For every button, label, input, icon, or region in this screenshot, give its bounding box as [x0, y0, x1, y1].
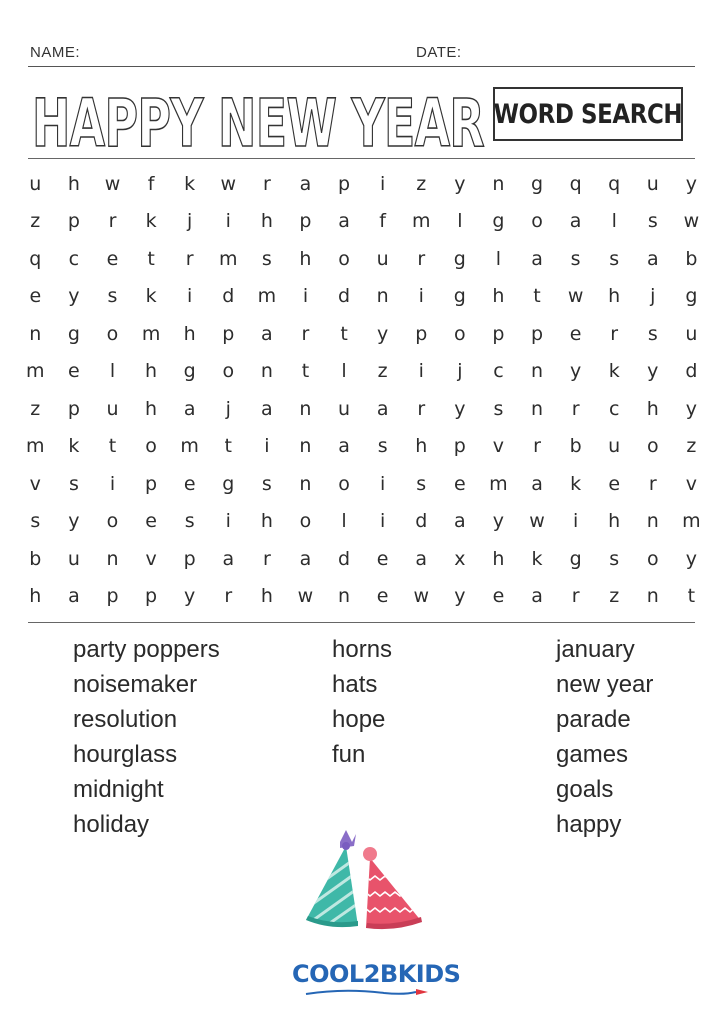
grid-letter: r [262, 547, 271, 570]
grid-letter: k [68, 435, 80, 458]
grid-letter: h [145, 397, 158, 420]
grid-letter: g [183, 360, 196, 383]
logo-pencil-swoosh-icon [304, 986, 434, 1000]
letter-grid [16, 165, 711, 615]
grid-letter: h [29, 585, 42, 608]
grid-letter: r [301, 322, 310, 345]
grid-letter: t [108, 435, 117, 458]
grid-letter: m [257, 285, 277, 308]
grid-letter: a [531, 472, 543, 495]
grid-row [16, 203, 711, 241]
word-list-item: resolution [73, 706, 178, 733]
grid-letter: s [377, 435, 388, 458]
word-list-item: parade [556, 706, 631, 733]
word-list-item: horns [332, 636, 393, 663]
grid-letter: o [338, 472, 350, 495]
grid-letter: m [26, 435, 45, 458]
grid-letter: h [67, 172, 80, 195]
grid-letter: r [417, 397, 426, 420]
grid-letter: t [224, 435, 232, 458]
grid-letter: w [297, 585, 314, 608]
grid-letter: o [106, 510, 119, 533]
grid-letter: e [376, 547, 389, 570]
grid-letter: v [29, 472, 41, 495]
grid-letter: i [187, 285, 193, 308]
grid-letter: n [530, 360, 544, 383]
page-title [28, 78, 488, 158]
grid-letter: k [184, 172, 196, 195]
grid-letter: a [646, 247, 659, 270]
grid-letter: t [687, 585, 696, 608]
grid-letter: l [495, 247, 502, 270]
grid-letter: y [68, 285, 80, 308]
grid-letter: h [299, 247, 312, 270]
grid-letter: a [222, 547, 235, 570]
grid-row [16, 353, 711, 391]
grid-letter: y [68, 510, 80, 533]
grid-letter: u [376, 247, 389, 270]
grid-letter: e [376, 585, 389, 608]
word-list-item: new year [556, 671, 654, 698]
grid-letter: p [183, 547, 196, 570]
grid-letter: a [68, 585, 80, 608]
grid-letter: e [145, 510, 157, 533]
grid-letter: y [685, 172, 698, 195]
grid-letter: i [380, 510, 386, 533]
grid-letter: b [29, 547, 42, 570]
grid-letter: l [457, 210, 463, 233]
grid-letter: p [299, 210, 312, 233]
grid-letter: w [567, 285, 584, 308]
grid-letter: k [145, 285, 157, 308]
grid-letter: g [453, 285, 466, 308]
grid-letter: a [261, 397, 273, 420]
grid-letter: r [648, 472, 657, 495]
grid-letter: n [29, 322, 42, 345]
grid-letter: i [418, 285, 424, 308]
grid-letter: m [26, 360, 45, 383]
grid-letter: n [376, 285, 389, 308]
grid-letter: z [686, 435, 697, 458]
grid-letter: h [260, 210, 273, 233]
title-rule [28, 158, 695, 159]
grid-letter: f [379, 210, 386, 233]
grid-letter: h [608, 510, 621, 533]
grid-letter: r [262, 172, 271, 195]
grid-letter: r [571, 397, 580, 420]
grid-letter: e [608, 472, 621, 495]
grid-letter: z [416, 172, 427, 195]
grid-letter: p [67, 397, 80, 420]
grid-letter: p [492, 322, 505, 345]
grid-letter: g [569, 547, 582, 570]
grid-letter: h [492, 547, 505, 570]
grid-letter: y [184, 585, 196, 608]
grid-letter: i [225, 210, 231, 233]
grid-letter: a [415, 547, 428, 570]
grid-letter: z [30, 210, 41, 233]
grid-letter: l [341, 510, 347, 533]
grid-letter: a [299, 172, 312, 195]
grid-letter: o [454, 322, 466, 345]
grid-letter: t [147, 247, 155, 270]
grid-letter: p [145, 585, 158, 608]
grid-letter: j [187, 210, 193, 233]
grid-letter: a [338, 435, 350, 458]
grid-letter: h [145, 360, 158, 383]
grid-letter: m [180, 435, 199, 458]
grid-letter: s [647, 322, 658, 345]
grid-letter: c [608, 397, 620, 420]
grid-letter: q [569, 172, 582, 195]
grid-letter: n [299, 435, 312, 458]
grid-letter: g [67, 322, 80, 345]
grid-letter: u [608, 435, 621, 458]
grid-letter: k [531, 547, 543, 570]
grid-letter: h [415, 435, 428, 458]
grid-letter: x [454, 547, 466, 570]
word-search-badge-text: WORD SEARCH [493, 98, 683, 130]
grid-letter: g [685, 285, 698, 308]
grid-letter: o [106, 322, 119, 345]
grid-letter: s [609, 547, 620, 570]
logo-text: COOL2BKIDS [292, 960, 461, 988]
grid-letter: s [30, 510, 41, 533]
grid-letter: v [685, 472, 698, 495]
grid-row [16, 278, 711, 316]
grid-letter: i [418, 360, 424, 383]
grid-letter: s [570, 247, 581, 270]
grid-letter: s [416, 472, 427, 495]
grid-letter: w [683, 210, 700, 233]
grid-letter: a [299, 547, 312, 570]
grid-letter: p [338, 172, 351, 195]
grid-letter: g [530, 172, 544, 195]
header-rule [28, 66, 695, 67]
grid-row [16, 390, 711, 428]
grid-letter: e [569, 322, 582, 345]
grid-letter: o [145, 435, 157, 458]
grid-letter: q [608, 172, 621, 195]
grid-letter: s [493, 397, 504, 420]
grid-letter: i [225, 510, 231, 533]
grid-letter: s [609, 247, 620, 270]
grid-letter: m [411, 210, 431, 233]
grid-letter: h [492, 285, 505, 308]
grid-letter: y [685, 397, 698, 420]
grid-letter: b [685, 247, 698, 270]
grid-letter: a [531, 585, 543, 608]
grid-letter: o [646, 435, 659, 458]
grid-letter: j [650, 285, 656, 308]
grid-letter: p [530, 322, 544, 345]
grid-letter: i [109, 472, 116, 495]
grid-letter: u [29, 172, 42, 195]
grid-letter: o [646, 547, 659, 570]
grid-letter: n [646, 510, 659, 533]
grid-letter: y [454, 172, 466, 195]
grid-letter: s [647, 210, 658, 233]
grid-letter: y [454, 585, 466, 608]
grid-letter: r [571, 585, 580, 608]
grid-letter: t [340, 322, 348, 345]
grid-letter: k [608, 360, 620, 383]
grid-letter: p [453, 435, 466, 458]
grid-letter: y [569, 360, 582, 383]
grid-letter: e [106, 247, 119, 270]
grid-letter: y [685, 547, 698, 570]
grid-letter: o [299, 510, 312, 533]
grid-letter: h [260, 510, 273, 533]
grid-letter: o [531, 210, 543, 233]
grid-letter: m [682, 510, 701, 533]
grid-row [16, 503, 711, 541]
grid-letter: c [68, 247, 80, 270]
grid-letter: n [260, 360, 273, 383]
word-list-item: goals [556, 776, 614, 803]
grid-letter: n [299, 472, 312, 495]
grid-letter: g [453, 247, 466, 270]
grid-letter: s [261, 472, 272, 495]
grid-letter: z [609, 585, 620, 608]
grid-letter: e [68, 360, 80, 383]
grid-letter: e [453, 472, 466, 495]
grid-letter: v [145, 547, 157, 570]
grid-letter: m [489, 472, 508, 495]
grid-letter: r [224, 585, 233, 608]
grid-letter: r [417, 247, 426, 270]
grid-row [16, 540, 711, 578]
date-label: DATE: [416, 44, 462, 61]
grid-letter: a [376, 397, 389, 420]
grid-letter: i [264, 435, 270, 458]
grid-letter: p [415, 322, 428, 345]
grid-letter: i [380, 472, 386, 495]
grid-letter: q [29, 247, 42, 270]
grid-letter: u [67, 547, 80, 570]
name-label: NAME: [30, 44, 81, 61]
grid-rule [28, 622, 695, 623]
grid-letter: f [147, 172, 155, 195]
grid-letter: m [141, 322, 161, 345]
grid-letter: s [68, 472, 79, 495]
grid-letter: h [183, 322, 196, 345]
grid-letter: y [492, 510, 505, 533]
grid-letter: w [529, 510, 545, 533]
grid-row [16, 428, 711, 466]
grid-letter: l [109, 360, 116, 383]
grid-letter: d [685, 360, 698, 383]
grid-letter: a [183, 397, 196, 420]
grid-letter: k [145, 210, 157, 233]
word-list-item: january [556, 636, 635, 663]
grid-letter: r [533, 435, 541, 458]
grid-letter: n [338, 585, 351, 608]
grid-letter: e [29, 285, 42, 308]
grid-letter: n [299, 397, 312, 420]
grid-letter: j [457, 360, 463, 383]
grid-letter: z [30, 397, 41, 420]
grid-letter: y [454, 397, 466, 420]
grid-letter: u [106, 397, 119, 420]
word-list-item: games [556, 741, 629, 768]
page-title-text: HAPPY NEW YEAR [32, 85, 485, 158]
grid-letter: t [533, 285, 541, 308]
grid-letter: y [647, 360, 659, 383]
grid-letter: g [492, 210, 505, 233]
grid-letter: a [338, 210, 350, 233]
grid-row [16, 315, 711, 353]
word-list-item: hope [332, 706, 386, 733]
grid-letter: p [145, 472, 158, 495]
grid-letter: u [338, 397, 351, 420]
grid-letter: a [569, 210, 582, 233]
word-list-item: hats [332, 671, 378, 698]
grid-letter: b [569, 435, 582, 458]
grid-letter: z [377, 360, 388, 383]
word-list-item: noisemaker [73, 671, 198, 698]
grid-letter: p [222, 322, 235, 345]
pink-party-hat-icon [360, 847, 422, 929]
grid-letter: t [301, 360, 310, 383]
grid-letter: s [184, 510, 195, 533]
grid-letter: u [646, 172, 659, 195]
word-list-item: fun [332, 741, 366, 768]
grid-letter: g [222, 472, 235, 495]
grid-letter: m [219, 247, 238, 270]
party-hats-illustration [300, 828, 430, 933]
grid-letter: d [222, 285, 235, 308]
grid-letter: l [611, 210, 617, 233]
grid-letter: o [222, 360, 235, 383]
grid-letter: n [646, 585, 659, 608]
grid-letter: s [261, 247, 272, 270]
grid-letter: l [341, 360, 347, 383]
grid-letter: j [225, 397, 231, 420]
grid-letter: i [302, 285, 309, 308]
grid-letter: s [107, 285, 118, 308]
word-list-column-2 [332, 632, 392, 772]
grid-letter: k [570, 472, 582, 495]
word-list-column-1 [73, 632, 220, 842]
grid-letter: d [415, 510, 428, 533]
grid-letter: e [183, 472, 196, 495]
grid-letter: a [261, 322, 273, 345]
word-list-item: hourglass [73, 741, 178, 768]
grid-letter: w [104, 172, 121, 195]
grid-letter: e [492, 585, 505, 608]
word-list-item: happy [556, 811, 622, 838]
grid-row [16, 465, 711, 503]
grid-letter: n [530, 397, 544, 420]
grid-letter: u [685, 322, 698, 345]
grid-letter: a [454, 510, 466, 533]
word-list-item: party poppers [73, 636, 220, 663]
grid-letter: d [338, 547, 351, 570]
grid-letter: i [572, 510, 579, 533]
grid-letter: d [338, 285, 351, 308]
grid-letter: h [646, 397, 659, 420]
word-list-column-3 [556, 632, 653, 842]
word-list-item: holiday [73, 811, 150, 838]
grid-letter: n [106, 547, 119, 570]
grid-letter: y [377, 322, 389, 345]
grid-letter: c [493, 360, 504, 383]
grid-letter: w [413, 585, 429, 608]
grid-letter: r [108, 210, 117, 233]
grid-letter: p [106, 585, 119, 608]
grid-letter: a [531, 247, 543, 270]
grid-letter: r [185, 247, 194, 270]
grid-letter: h [608, 285, 621, 308]
cool2bkids-logo [290, 960, 461, 1000]
grid-letter: o [338, 247, 350, 270]
grid-letter: p [67, 210, 80, 233]
grid-letter: w [220, 172, 237, 195]
grid-row [16, 240, 711, 278]
grid-row [16, 165, 711, 203]
grid-letter: i [380, 172, 386, 195]
grid-letter: r [610, 322, 619, 345]
grid-letter: h [260, 585, 273, 608]
grid-row [16, 578, 711, 616]
grid-letter: v [492, 435, 505, 458]
word-search-badge [493, 87, 683, 141]
grid-letter: n [492, 172, 505, 195]
word-list-item: midnight [73, 776, 164, 803]
